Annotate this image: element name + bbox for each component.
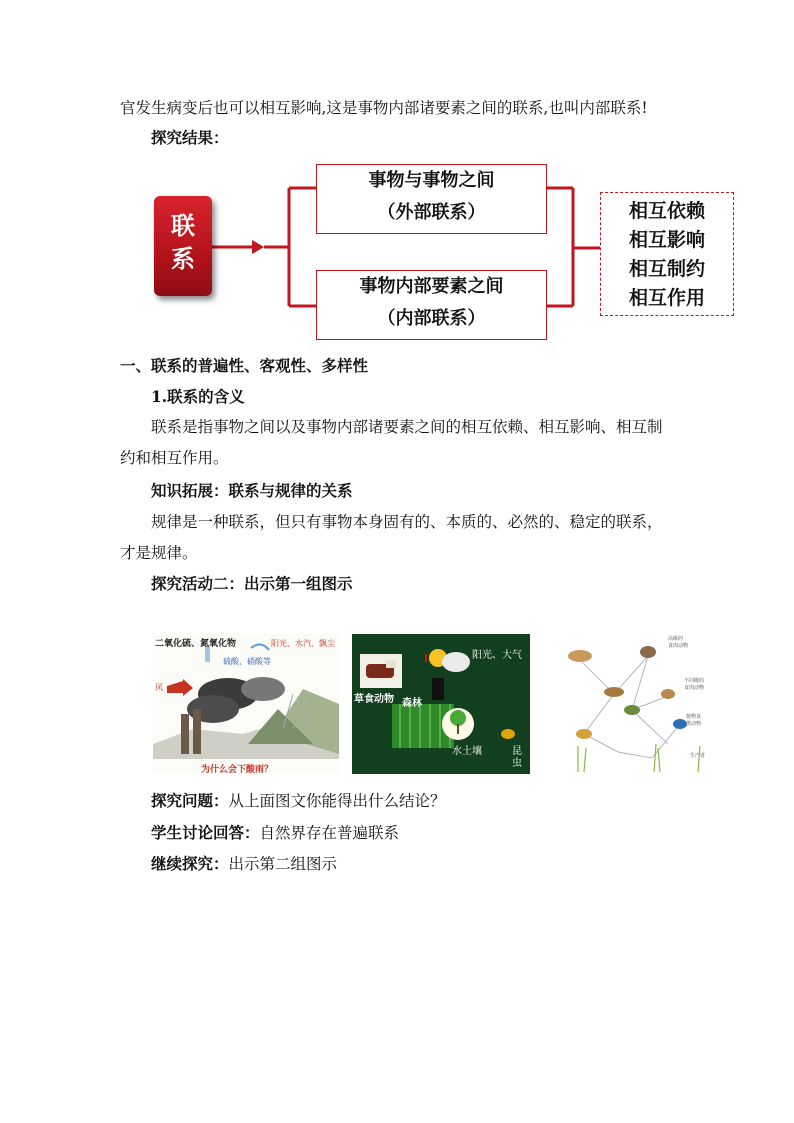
- center-char-2: 系: [171, 245, 195, 273]
- eco-label-forest: 森林: [402, 698, 422, 709]
- acid-rain-image: [153, 634, 339, 774]
- continue-text: 出示第二组图示: [228, 855, 338, 873]
- continue-label: 继续探究：: [151, 854, 229, 873]
- internal-link-subtitle: （内部联系）: [377, 308, 486, 329]
- question-line: [151, 790, 446, 812]
- relation-type: 相互依赖: [628, 200, 705, 222]
- paragraph-definition-a: 联系是指事物之间以及事物内部诸要素之间的相互依赖、相互影响、相互制: [151, 418, 663, 436]
- relation-type: 相互影响: [628, 229, 705, 251]
- acid-caption: 为什么会下酸雨？: [201, 765, 274, 774]
- food-web-label-top-carnivore: 高级的 食肉动物: [668, 636, 689, 649]
- heading-knowledge-extension: 知识拓展：联系与规律的关系: [151, 481, 353, 500]
- food-web-label-herbivores: 植物食 类动物: [686, 714, 702, 727]
- question-label: 探究问题：: [151, 791, 229, 810]
- food-web-label-producers: 生产者: [690, 753, 706, 759]
- acid-label-acid: 硫酸、硝酸等: [223, 657, 271, 666]
- eco-label-sun-air: 阳光、大气: [472, 650, 522, 661]
- heading-activity-two: 探究活动二：出示第一组图示: [151, 574, 353, 593]
- relation-diagram: [148, 160, 744, 329]
- section-heading-1-1: 1.联系的含义: [151, 387, 245, 406]
- external-link-box: [316, 164, 547, 234]
- question-text: 从上面图文你能得出什么结论？: [228, 792, 446, 810]
- answer-label: 学生讨论回答：: [151, 823, 260, 842]
- paragraph-definition-b: 约和相互作用。: [120, 449, 229, 467]
- eco-label-herbivore: 草食动物: [354, 694, 394, 705]
- paragraph-law-a: 规律是一种联系，但只有事物本身固有的、本质的、必然的、稳定的联系，: [151, 513, 663, 531]
- center-char-1: 联: [171, 212, 195, 240]
- relation-types-box: [600, 192, 734, 316]
- relation-type: 相互作用: [628, 287, 705, 309]
- acid-rain-illustration: [153, 634, 339, 774]
- acid-label-top: 二氧化硫、氮氧化物: [155, 639, 237, 649]
- eco-label-water-soil: 水土壤: [452, 746, 482, 757]
- section-heading-1: 一、联系的普遍性、客观性、多样性: [120, 356, 369, 375]
- heading-result: 探究结果：: [151, 128, 229, 147]
- external-link-subtitle: （外部联系）: [377, 202, 486, 223]
- internal-link-box: [316, 270, 547, 340]
- continue-line: [151, 853, 337, 875]
- food-web-image: [558, 634, 738, 774]
- external-link-title: 事物与事物之间: [368, 170, 495, 191]
- food-web-illustration: [558, 634, 738, 774]
- acid-label-sun: 阳光、水汽、飘尘: [271, 639, 335, 648]
- answer-text: 自然界存在普遍联系: [259, 824, 400, 842]
- relation-type: 相互制约: [628, 258, 705, 280]
- internal-link-title: 事物内部要素之间: [359, 276, 504, 297]
- center-link-block: [154, 196, 212, 296]
- food-web-label-carnivores: 不同级的 食肉动物: [684, 678, 705, 691]
- answer-line: [151, 822, 399, 844]
- acid-label-wind: 风: [155, 683, 163, 692]
- eco-label-insect: 昆虫: [512, 746, 522, 769]
- ecosystem-image: [352, 634, 530, 774]
- paragraph-law-b: 才是规律。: [120, 544, 198, 562]
- paragraph-internal-link: 官发生病变后也可以相互影响,这是事物内部诸要素之间的联系,也叫内部联系!: [120, 99, 648, 117]
